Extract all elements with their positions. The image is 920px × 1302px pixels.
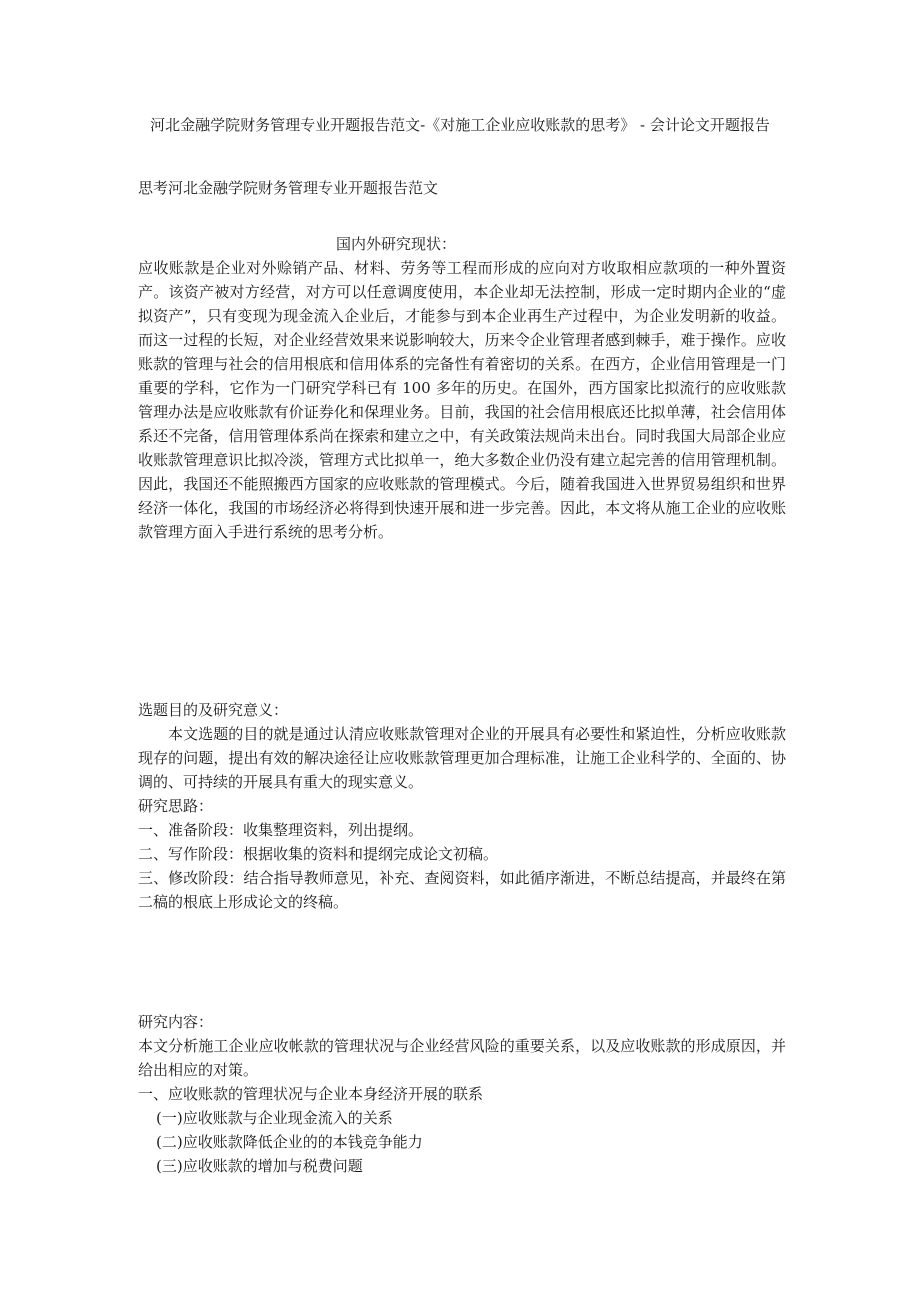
- outline-item: (一)应收账款与企业现金流入的关系: [156, 1109, 393, 1127]
- section-heading-purpose: 选题目的及研究意义：: [138, 701, 289, 719]
- approach-step: 三、修改阶段：结合指导教师意见，补充、查阅资料，如此循序渐进，不断总结提高，并最终在第二稿的根底上形成论文的终稿。: [138, 869, 786, 911]
- section-purpose: [138, 698, 786, 914]
- section-body-purpose: 本文选题的目的就是通过认清应收账款管理对企业的开展具有必要性和紧迫性，分析应收账款现存的问题，提出有效的解决途径让应收账款管理更加合理标准，让施工企业科学的、全面的、协调的、可持续的开展具有重大的现实意义。: [138, 725, 786, 791]
- approach-step: 一、准备阶段：收集整理资料，列出提纲。: [138, 821, 424, 839]
- outline-title: 一、应收账款的管理状况与企业本身经济开展的联系: [138, 1085, 484, 1103]
- approach-step: 二、写作阶段：根据收集的资料和提纲完成论文初稿。: [138, 845, 499, 863]
- section-body-content: 本文分析施工企业应收帐款的管理状况与企业经营风险的重要关系，以及应收账款的形成原因，并给出相应的对策。: [138, 1037, 786, 1079]
- document-title: 河北金融学院财务管理专业开题报告范文-《对施工企业应收账款的思考》 - 会计论文开题报告: [150, 116, 770, 134]
- section-heading-research-status: 国内外研究现状：: [336, 235, 457, 253]
- section-heading-content: 研究内容：: [138, 1013, 214, 1031]
- section-heading-approach: 研究思路：: [138, 797, 214, 815]
- section-body-research-status: 应收账款是企业对外赊销产品、材料、劳务等工程而形成的应向对方收取相应款项的一种外置资产。该资产被对方经营，对方可以任意调度使用，本企业却无法控制，形成一定时期内企业的“虚拟资产”，只有变现为现金流入企业后，才能参与到本企业再生产过程中，为企业发明新的收益。而这一过程的长短，对企业经营效果来说影响较大，历来令企业管理者感到棘手，难于操作。应收账款的管理与社会的信用根底和信用体系的完备性有着密切的关系。在西方，企业信用管理是一门重要的学科，它作为一门研究学科已有 100 多年的历史。在国外，西方国家比拟流行的应收账款管理办法是应收账款有价证券化和保理业务。目前，我国的社会信用根底还比拟单薄，社会信用体系还不完备，信用管理体系尚在探索和建立之中，有关政策法规尚未出台。同时我国大局部企业应收账款管理意识比拟冷淡，管理方式比拟单一，绝大多数企业仍没有建立起完善的信用管理机制。因此，我国还不能照搬西方国家的应收账款的管理模式。今后，随着我国进入世界贸易组织和世界经济一体化，我国的市场经济必将得到快速开展和进一步完善。因此，本文将从施工企业的应收账款管理方面入手进行系统的思考分析。: [138, 259, 786, 541]
- outline-item: (二)应收账款降低企业的的本钱竞争能力: [156, 1133, 423, 1151]
- outline-item: (三)应收账款的增加与税费问题: [156, 1157, 363, 1175]
- document-subtitle: 思考河北金融学院财务管理专业开题报告范文: [138, 179, 439, 197]
- section-content: [138, 1010, 786, 1178]
